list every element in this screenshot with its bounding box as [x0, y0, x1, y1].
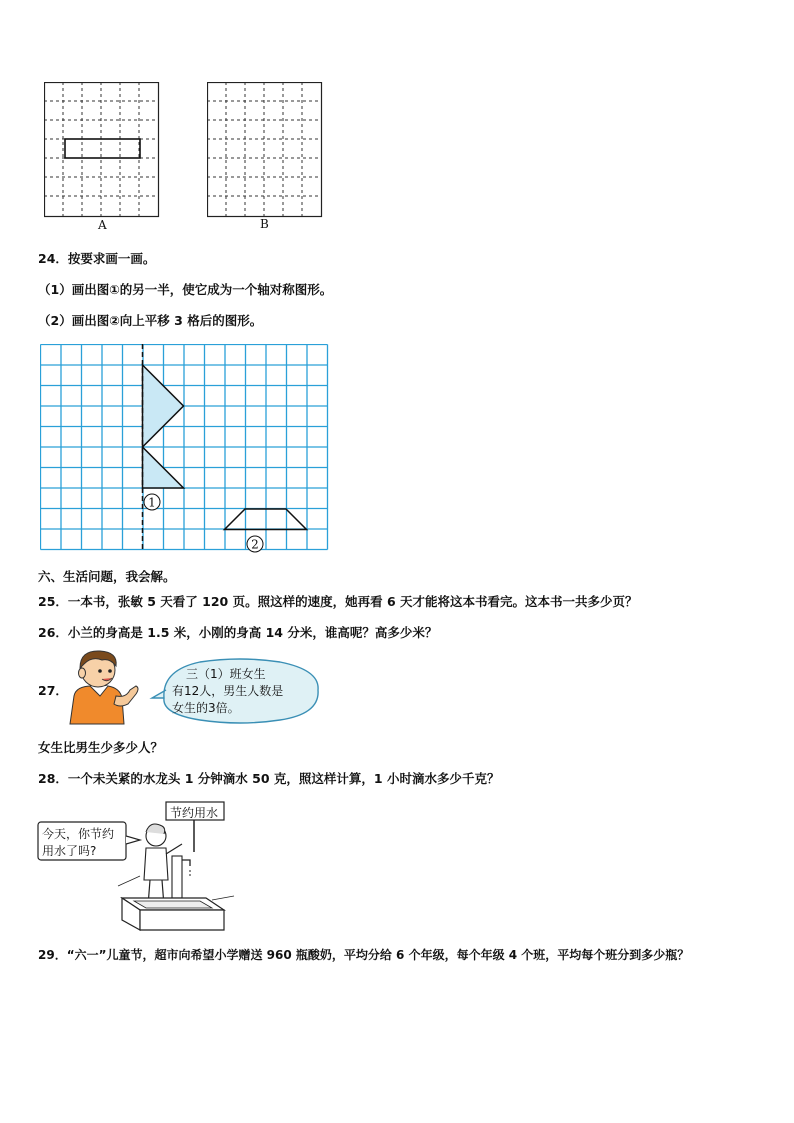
q27-question: 女生比男生少多少人？	[38, 740, 164, 755]
grid-b	[207, 82, 325, 218]
rectangle-shape	[65, 139, 140, 158]
circled-1-marker: ①	[109, 282, 120, 297]
q28-speech-line2: 用水了吗?	[42, 844, 97, 858]
circled-2-marker: ②	[109, 313, 120, 328]
q28-text: 28．一个未关紧的水龙头 1 分钟滴水 50 克，照这样计算，1 小时滴水多少千克？	[38, 771, 500, 786]
q24-title: 24．按要求画一画。	[38, 251, 156, 266]
q27-bubble-line1: 三（1）班女生	[186, 667, 266, 681]
q24-item2-prefix: （2）画出图	[38, 313, 110, 328]
q24-grid	[40, 344, 330, 556]
grid-a	[44, 82, 162, 218]
q27-bubble-line3: 女生的3倍。	[172, 701, 240, 715]
q29-text: 29．“六一”儿童节，超市向希望小学赠送 960 瓶酸奶，平均分给 6 个年级，每个年级 4 个班，平均每个班分到多少瓶？	[38, 948, 690, 962]
q24-item2	[38, 313, 262, 329]
q27-bubble-line2: 有12人，男生人数是	[172, 684, 284, 698]
q24-item1	[38, 282, 332, 298]
shape-1-marker: 1	[148, 495, 156, 510]
boy-illustration	[62, 646, 144, 726]
q24-item2-suffix: 向上平移 3 格后的图形。	[119, 313, 263, 328]
q24-item1-prefix: （1）画出图	[38, 282, 110, 297]
grid-a-label: A	[98, 218, 107, 232]
grid-b-label: B	[260, 217, 269, 231]
shape-2-marker: 2	[251, 537, 259, 552]
q25-text: 25．一本书，张敏 5 天看了 120 页。照这样的速度，她再看 6 天才能将这本书看完。这本书一共多少页？	[38, 594, 638, 609]
q27-number: 27．	[38, 683, 68, 698]
q24-item1-suffix: 的另一半，使它成为一个轴对称图形。	[119, 282, 333, 297]
q26-text: 26．小兰的身高是 1.5 米，小刚的身高 14 分米，谁高呢？高多少米？	[38, 625, 438, 640]
section6-heading: 六、生活问题，我会解。	[38, 569, 176, 584]
q28-speech-line1: 今天，你节约	[42, 827, 115, 841]
water-saving-sign: 节约用水	[170, 806, 219, 820]
